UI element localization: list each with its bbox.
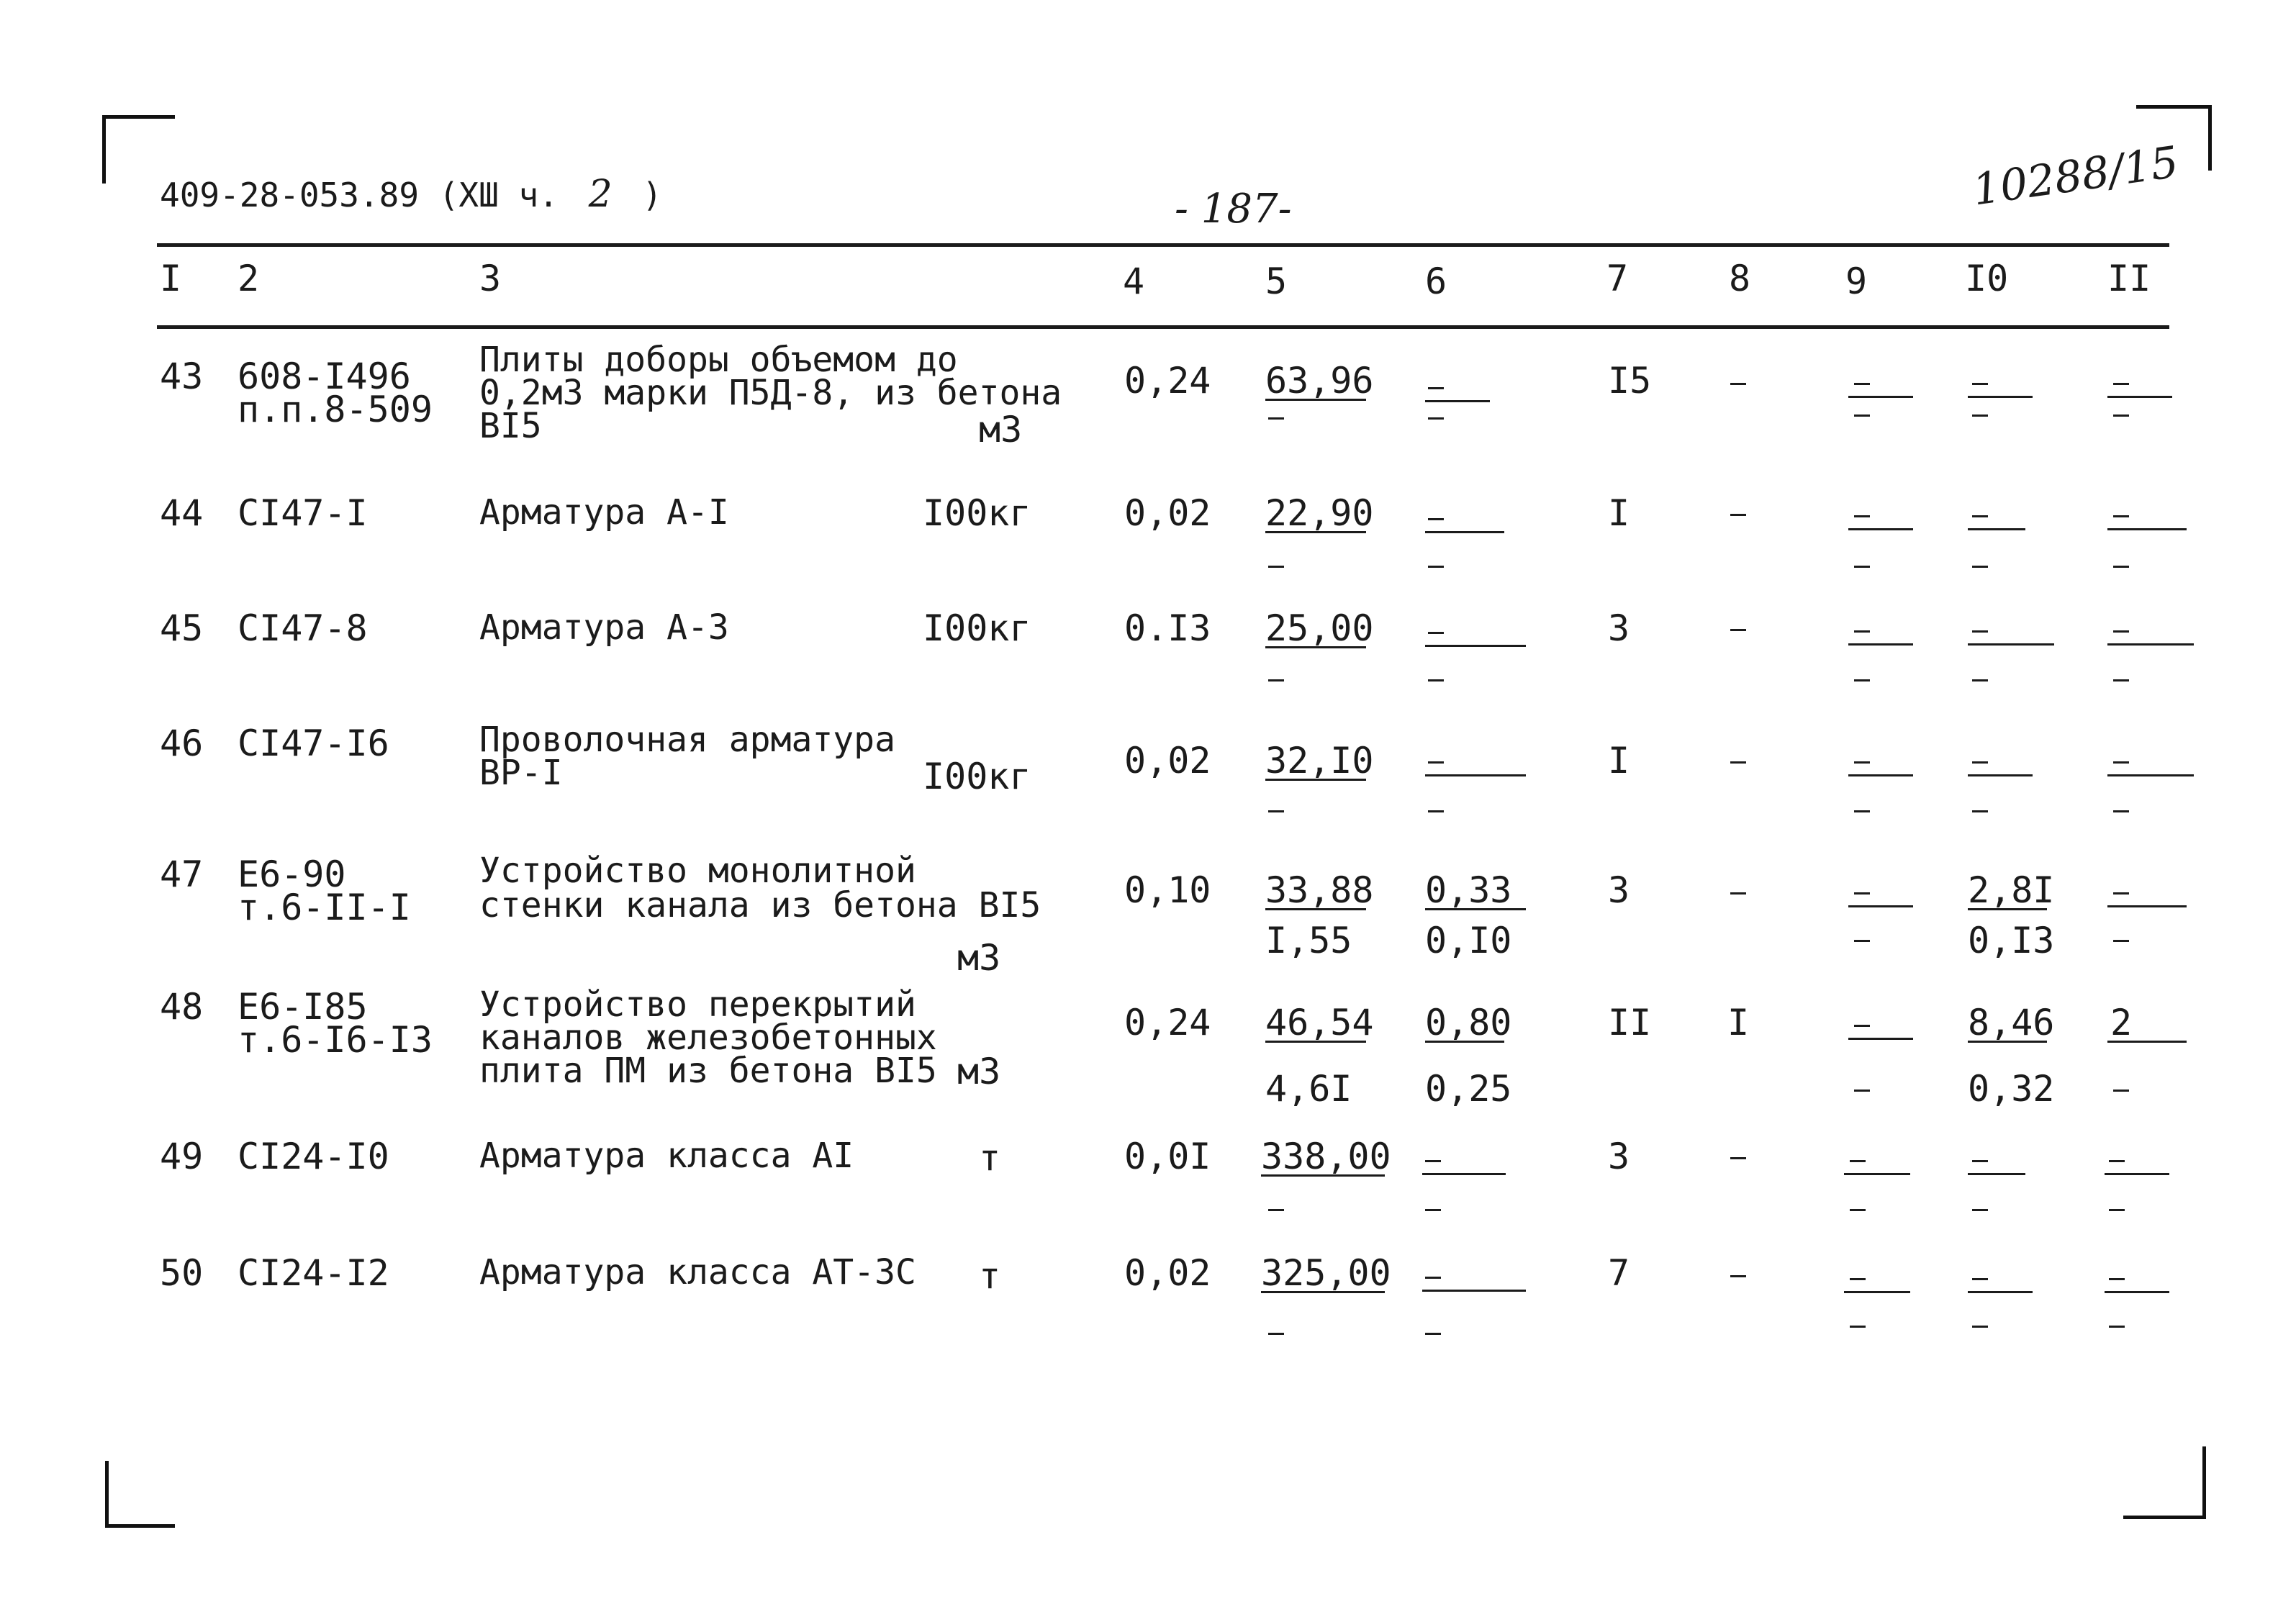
document-code-close: ) <box>642 176 663 214</box>
col5-value: 63,96 <box>1265 360 1374 402</box>
col7-value: 7 <box>1608 1252 1630 1294</box>
work-description: плита ПМ из бетона BI5 <box>479 1051 937 1091</box>
col9-underline <box>1848 528 1913 530</box>
col7-value: I5 <box>1608 360 1652 402</box>
col5-value: 46,54 <box>1265 1002 1374 1043</box>
col6-sub-value: 0,25 <box>1425 1068 1512 1110</box>
col5-sub-dash <box>1268 417 1284 420</box>
corner-mark-bottom-left <box>105 1461 175 1528</box>
column-header: 4 <box>1123 261 1145 302</box>
col5-value: 22,90 <box>1265 492 1374 534</box>
col10-value <box>1972 515 1988 517</box>
col6-underline <box>1425 531 1504 533</box>
col8-value <box>1730 514 1746 516</box>
work-description: стенки канала из бетона BI5 <box>479 885 1041 925</box>
col6-underline <box>1425 908 1526 910</box>
col6-value: 0,33 <box>1425 869 1512 911</box>
col6-underline <box>1425 645 1526 647</box>
col5-underline <box>1265 646 1366 648</box>
table-header-rule <box>157 325 2169 329</box>
col9-sub-dash <box>1854 415 1870 417</box>
col11-value <box>2113 515 2129 517</box>
col4-value: 0,10 <box>1124 869 1211 911</box>
col6-value <box>1428 387 1444 389</box>
col9-underline <box>1848 1038 1913 1040</box>
col4-value: 0,0I <box>1124 1136 1211 1177</box>
col11-sub-dash <box>2109 1326 2125 1328</box>
col11-underline <box>2105 1291 2169 1293</box>
col7-value: II <box>1608 1002 1652 1043</box>
col11-underline <box>2107 774 2194 776</box>
work-description: Устройство перекрытий <box>479 984 916 1025</box>
col8-value <box>1730 761 1746 764</box>
col10-underline <box>1968 908 2047 910</box>
col9-sub-dash <box>1854 1090 1870 1092</box>
col5-value: 32,I0 <box>1265 740 1374 782</box>
col10-value <box>1972 383 1988 385</box>
norm-code: т.6-II-I <box>238 887 411 928</box>
col10-sub-dash <box>1972 1326 1988 1328</box>
col9-sub-dash <box>1854 940 1870 942</box>
col6-sub-dash <box>1425 1333 1441 1335</box>
col10-sub-dash <box>1972 415 1988 417</box>
col5-sub-value: 4,6I <box>1265 1068 1352 1110</box>
col6-sub-dash <box>1428 810 1444 812</box>
col11-underline <box>2107 528 2187 530</box>
col11-value <box>2113 892 2129 894</box>
col4-value: 0,02 <box>1124 740 1211 782</box>
col11-value <box>2109 1160 2125 1162</box>
col9-value <box>1850 1278 1866 1280</box>
unit: I00кг <box>923 756 1031 797</box>
col10-value <box>1972 761 1988 764</box>
col4-value: 0,24 <box>1124 1002 1211 1043</box>
column-header: 7 <box>1606 258 1629 299</box>
col10-underline <box>1968 643 2054 646</box>
col10-value <box>1972 1278 1988 1280</box>
col9-underline <box>1848 774 1913 776</box>
work-description: Устройство монолитной <box>479 851 916 891</box>
work-description: BP-I <box>479 753 563 793</box>
col10-underline <box>1968 1173 2025 1175</box>
col11-sub-dash <box>2113 679 2129 681</box>
col6-value <box>1428 632 1444 634</box>
registration-stamp: 10288/15 <box>1969 137 2182 216</box>
col6-value <box>1425 1160 1441 1162</box>
col5-sub-dash <box>1268 1333 1284 1335</box>
col9-value <box>1854 383 1870 385</box>
col9-sub-dash <box>1854 679 1870 681</box>
norm-code: т.6-I6-I3 <box>238 1019 433 1061</box>
col9-value <box>1854 892 1870 894</box>
unit: м3 <box>957 937 1001 979</box>
work-description: Проволочная арматура <box>479 720 895 760</box>
col9-value <box>1854 630 1870 633</box>
unit: I00кг <box>923 607 1031 649</box>
col5-sub-dash <box>1268 566 1284 568</box>
col7-value: I <box>1608 740 1630 782</box>
col10-sub-value: 0,32 <box>1968 1068 2055 1110</box>
col10-sub-dash <box>1972 810 1988 812</box>
col9-value <box>1854 1025 1870 1027</box>
col6-value: 0,80 <box>1425 1002 1512 1043</box>
col10-sub-dash <box>1972 1209 1988 1211</box>
col8-value: I <box>1727 1002 1750 1043</box>
col5-sub-dash <box>1268 1209 1284 1211</box>
norm-code: CI24-I0 <box>238 1136 389 1177</box>
col8-value <box>1730 892 1746 894</box>
col5-value: 25,00 <box>1265 607 1374 649</box>
col11-sub-dash <box>2113 415 2129 417</box>
col9-value <box>1854 515 1870 517</box>
col11-sub-dash <box>2109 1209 2125 1211</box>
col11-value <box>2109 1278 2125 1280</box>
col9-underline <box>1848 905 1913 907</box>
col9-underline <box>1844 1173 1910 1175</box>
work-description: Арматура A-I <box>479 492 729 533</box>
col6-underline <box>1422 1173 1506 1175</box>
col6-sub-dash <box>1428 417 1444 420</box>
col9-underline <box>1848 396 1913 398</box>
column-header: 3 <box>479 258 502 299</box>
page-number: - 187- <box>1175 186 1292 232</box>
col10-sub-value: 0,I3 <box>1968 920 2055 961</box>
work-description: 0,2м3 марки П5Д-8, из бетона <box>479 373 1062 413</box>
col10-underline <box>1968 1291 2033 1293</box>
document-code-text: 409-28-053.89 (XШ ч. <box>160 176 559 214</box>
col6-sub-dash <box>1428 679 1444 681</box>
col5-sub-dash <box>1268 679 1284 681</box>
column-header: 8 <box>1729 258 1751 299</box>
col9-value <box>1854 761 1870 764</box>
col5-sub-dash <box>1268 810 1284 812</box>
col8-value <box>1730 1275 1746 1277</box>
col6-sub-value: 0,I0 <box>1425 920 1512 961</box>
col7-value: 3 <box>1608 1136 1630 1177</box>
col6-underline <box>1422 1290 1526 1292</box>
col9-underline <box>1844 1291 1910 1293</box>
row-number: 50 <box>160 1252 204 1294</box>
col9-underline <box>1848 643 1913 646</box>
col7-value: I <box>1608 492 1630 534</box>
column-header: 6 <box>1425 261 1447 302</box>
row-number: 46 <box>160 723 204 764</box>
row-number: 48 <box>160 986 204 1028</box>
unit: т <box>979 1255 1001 1297</box>
column-header: 9 <box>1845 261 1868 302</box>
col7-value: 3 <box>1608 869 1630 911</box>
norm-code: CI24-I2 <box>238 1252 389 1294</box>
col10-sub-dash <box>1972 566 1988 568</box>
document-code <box>160 173 662 216</box>
corner-mark-bottom-right <box>2123 1446 2206 1519</box>
col10-sub-dash <box>1972 679 1988 681</box>
col9-sub-dash <box>1854 810 1870 812</box>
work-description: Арматура класса AT-3C <box>479 1252 916 1292</box>
col5-underline <box>1265 1041 1366 1043</box>
row-number: 43 <box>160 355 204 397</box>
norm-code: E6-90 <box>238 853 346 895</box>
col5-underline <box>1265 399 1366 401</box>
work-description: Арматура класса AI <box>479 1136 854 1176</box>
col6-value <box>1428 761 1444 764</box>
col5-sub-value: I,55 <box>1265 920 1352 961</box>
col4-value: 0.I3 <box>1124 607 1211 649</box>
col6-value <box>1425 1277 1441 1279</box>
col9-value <box>1850 1160 1866 1162</box>
column-header: I0 <box>1965 258 2009 299</box>
col5-underline <box>1261 1174 1385 1177</box>
column-header: 2 <box>238 258 260 299</box>
norm-code: CI47-I6 <box>238 723 389 764</box>
col11-underline <box>2107 905 2187 907</box>
col7-value: 3 <box>1608 607 1630 649</box>
col11-underline <box>2107 396 2172 398</box>
col11-underline <box>2107 1041 2187 1043</box>
col11-underline <box>2105 1173 2169 1175</box>
col4-value: 0,02 <box>1124 1252 1211 1294</box>
unit: I00кг <box>923 492 1031 534</box>
col10-value <box>1972 630 1988 633</box>
col6-sub-dash <box>1425 1209 1441 1211</box>
col8-value <box>1730 383 1746 385</box>
col6-underline <box>1425 400 1490 402</box>
col11-sub-dash <box>2113 1090 2129 1092</box>
unit: м3 <box>957 1051 1001 1092</box>
col4-value: 0,24 <box>1124 360 1211 402</box>
work-description: BI5 <box>479 406 542 446</box>
col11-value: 2 <box>2110 1002 2133 1043</box>
norm-code: 608-I496 <box>238 355 411 397</box>
table-top-rule <box>157 243 2169 247</box>
col10-underline <box>1968 1041 2047 1043</box>
col5-value: 33,88 <box>1265 869 1374 911</box>
col10-underline <box>1968 396 2033 398</box>
col9-sub-dash <box>1850 1326 1866 1328</box>
col5-underline <box>1265 908 1366 910</box>
norm-code: CI47-I <box>238 492 368 534</box>
col8-value <box>1730 629 1746 631</box>
document-part-handwritten: 2 <box>588 173 613 216</box>
col6-underline <box>1425 774 1526 776</box>
row-number: 47 <box>160 853 204 895</box>
row-number: 49 <box>160 1136 204 1177</box>
col5-underline <box>1265 779 1366 781</box>
norm-code: п.п.8-509 <box>238 389 433 430</box>
col11-sub-dash <box>2113 810 2129 812</box>
col11-value <box>2113 383 2129 385</box>
col10-underline <box>1968 774 2033 776</box>
col5-value: 325,00 <box>1261 1252 1391 1294</box>
col5-underline <box>1261 1291 1385 1293</box>
col11-sub-dash <box>2113 940 2129 942</box>
norm-code: E6-I85 <box>238 986 368 1028</box>
col5-value: 338,00 <box>1261 1136 1391 1177</box>
col10-value <box>1972 1160 1988 1162</box>
col10-underline <box>1968 528 2025 530</box>
column-header: I <box>160 258 182 299</box>
work-description: каналов железобетонных <box>479 1018 937 1058</box>
column-header: 5 <box>1265 261 1288 302</box>
col10-value: 2,8I <box>1968 869 2055 911</box>
col4-value: 0,02 <box>1124 492 1211 534</box>
col10-value: 8,46 <box>1968 1002 2055 1043</box>
unit: м3 <box>979 409 1023 450</box>
col9-sub-dash <box>1850 1209 1866 1211</box>
col11-sub-dash <box>2113 566 2129 568</box>
col5-underline <box>1265 531 1366 533</box>
col9-sub-dash <box>1854 566 1870 568</box>
column-header: II <box>2107 258 2151 299</box>
col11-value <box>2113 761 2129 764</box>
col8-value <box>1730 1157 1746 1159</box>
norm-code: CI47-8 <box>238 607 368 649</box>
work-description: Плиты доборы объемом до <box>479 340 958 380</box>
unit: т <box>979 1137 1001 1179</box>
work-description: Арматура A-3 <box>479 607 729 648</box>
col11-underline <box>2107 643 2194 646</box>
row-number: 45 <box>160 607 204 649</box>
col6-sub-dash <box>1428 566 1444 568</box>
col11-value <box>2113 630 2129 633</box>
row-number: 44 <box>160 492 204 534</box>
col6-underline <box>1425 1041 1504 1043</box>
col6-value <box>1428 518 1444 520</box>
